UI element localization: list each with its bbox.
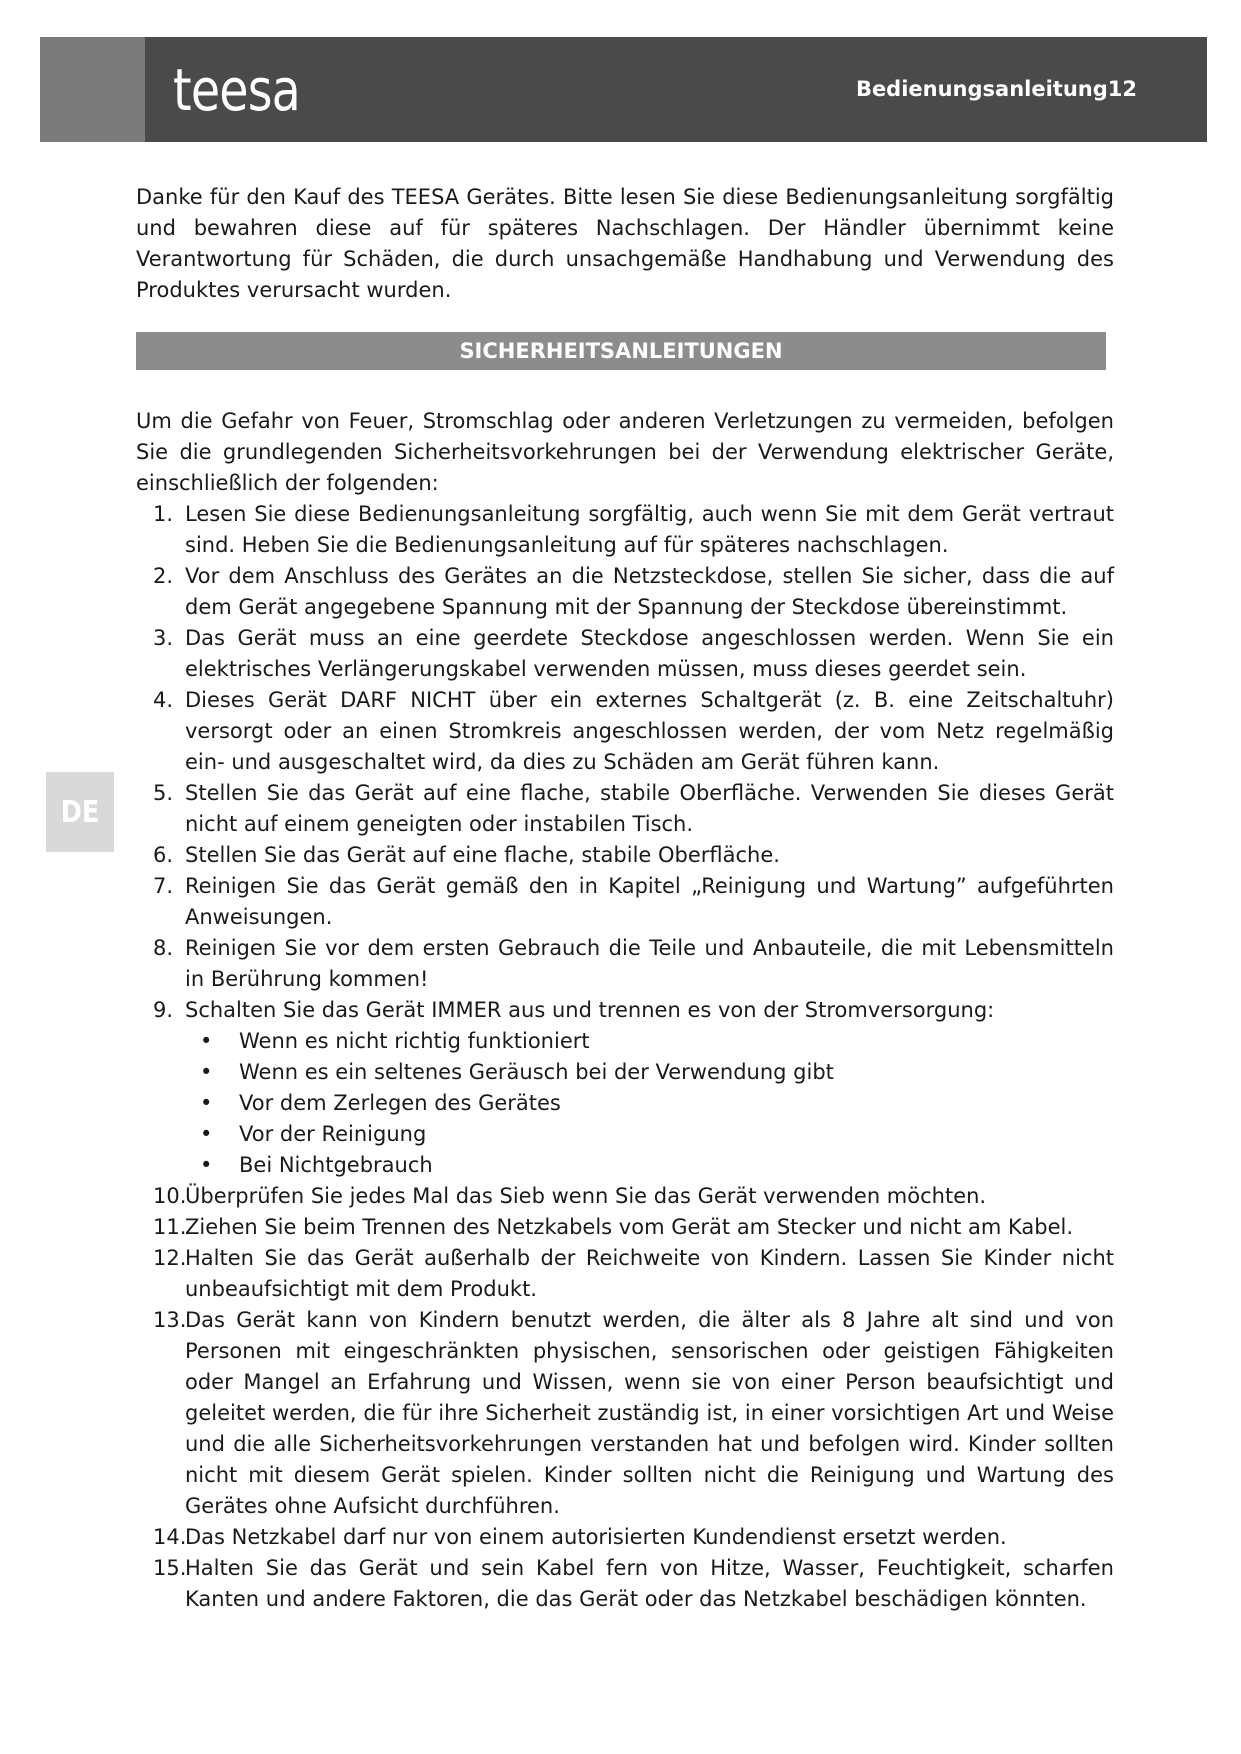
item-number: 3. (153, 626, 174, 650)
intro-paragraph: Danke für den Kauf des TEESA Gerätes. Bitte lesen Sie diese Bedienungsanleitung sorgfältig und bewahren diese auf für späteres Nachschlagen. Der Händler übernimmt keine Verantwortung für Schäden, die durch unsachgemäße Handhabung und Verwendung des Produktes verursacht wurden. (136, 185, 1114, 302)
item-text: Das Netzkabel darf nur von einem autorisierten Kundendienst ersetzt werden. (185, 1525, 1007, 1549)
bullet-marker: • (200, 1122, 213, 1146)
safety-instructions-list (136, 499, 1114, 1026)
bullet-item (136, 1088, 1114, 1119)
list-item (136, 623, 1114, 685)
item-text: Reinigen Sie vor dem ersten Gebrauch die Teile und Anbauteile, die mit Lebensmitteln in Berührung kommen! (185, 936, 1114, 991)
list-item (136, 995, 1114, 1026)
manual-title: Bedienungsanleitung12 (855, 77, 1137, 101)
item-number: 14. (153, 1525, 187, 1549)
item-number: 7. (153, 874, 174, 898)
bullet-marker: • (200, 1060, 213, 1084)
item-text: Lesen Sie diese Bedienungsanleitung sorgfältig, auch wenn Sie mit dem Gerät vertraut sind. Heben Sie die Bedienungsanleitung auf für späteres nachschlagen. (185, 502, 1114, 557)
item-number: 10. (153, 1184, 187, 1208)
bullet-text: Bei Nichtgebrauch (239, 1153, 433, 1177)
list-item (136, 871, 1114, 933)
safety-instructions-list-continued (136, 1181, 1114, 1615)
list-item (136, 840, 1114, 871)
section-heading: SICHERHEITSANLEITUNGEN (136, 332, 1106, 370)
item-number: 4. (153, 688, 174, 712)
item-text: Halten Sie das Gerät außerhalb der Reichweite von Kindern. Lassen Sie Kinder nicht unbeaufsichtigt mit dem Produkt. (185, 1246, 1114, 1301)
bullet-text: Vor dem Zerlegen des Gerätes (239, 1091, 561, 1115)
bullet-item (136, 1026, 1114, 1057)
list-item (136, 1522, 1114, 1553)
item-text: Halten Sie das Gerät und sein Kabel fern von Hitze, Wasser, Feuchtigkeit, scharfen Kanten und andere Faktoren, die das Gerät oder das Netzkabel beschädigen könnten. (185, 1556, 1114, 1611)
item-number: 8. (153, 936, 174, 960)
list-item (136, 1305, 1114, 1522)
item-text: Schalten Sie das Gerät IMMER aus und trennen es von der Stromversorgung: (185, 998, 995, 1022)
language-tab: DE (46, 772, 114, 852)
list-item (136, 1243, 1114, 1305)
item-text: Stellen Sie das Gerät auf eine flache, stabile Oberfläche. Verwenden Sie dieses Gerät nicht auf einem geneigten oder instabilen Tisch. (185, 781, 1114, 836)
bullet-item (136, 1119, 1114, 1150)
item-text: Ziehen Sie beim Trennen des Netzkabels vom Gerät am Stecker und nicht am Kabel. (185, 1215, 1074, 1239)
bullet-text: Vor der Reinigung (239, 1122, 427, 1146)
list-item (136, 499, 1114, 561)
bullet-item (136, 1057, 1114, 1088)
bullet-marker: • (200, 1153, 213, 1177)
power-off-conditions-list (136, 1026, 1114, 1181)
item-number: 2. (153, 564, 174, 588)
item-number: 5. (153, 781, 174, 805)
header-accent-block (40, 37, 145, 142)
list-item (136, 933, 1114, 995)
item-text: Das Gerät kann von Kindern benutzt werden, die älter als 8 Jahre alt sind und von Personen mit eingeschränkten physischen, sensorischen oder geistigen Fähigkeiten oder Mangel an Erfahrung und Wissen, wenn sie von einer Person beaufsichtigt und geleitet werden, die für ihre Sicherheit zuständig ist, in einer vorsichtigen Art und Weise und die alle Sicherheitsvorkehrungen verstanden hat und befolgen wird. Kinder sollten nicht mit diesem Gerät spielen. Kinder sollten nicht die Reinigung und Wartung des Gerätes ohne Aufsicht durchführen. (185, 1308, 1114, 1518)
item-text: Vor dem Anschluss des Gerätes an die Netzsteckdose, stellen Sie sicher, dass die auf dem Gerät angegebene Spannung mit der Spannung der Steckdose übereinstimmt. (185, 564, 1114, 619)
page-header (40, 37, 1207, 142)
page-content (136, 182, 1114, 1615)
item-number: 15. (153, 1556, 187, 1580)
item-text: Überprüfen Sie jedes Mal das Sieb wenn Sie das Gerät verwenden möchten. (185, 1184, 987, 1208)
item-number: 12. (153, 1246, 187, 1270)
bullet-item (136, 1150, 1114, 1181)
item-text: Stellen Sie das Gerät auf eine flache, stabile Oberfläche. (185, 843, 780, 867)
list-item (136, 778, 1114, 840)
list-item (136, 1553, 1114, 1615)
list-item (136, 561, 1114, 623)
item-number: 11. (153, 1215, 187, 1239)
item-number: 13. (153, 1308, 187, 1332)
bullet-marker: • (200, 1029, 213, 1053)
item-text: Reinigen Sie das Gerät gemäß den in Kapitel „Reinigung und Wartung” aufgeführten Anweisungen. (185, 874, 1114, 929)
item-number: 6. (153, 843, 174, 867)
bullet-text: Wenn es ein seltenes Geräusch bei der Verwendung gibt (239, 1060, 834, 1084)
item-number: 9. (153, 998, 174, 1022)
item-text: Dieses Gerät DARF NICHT über ein externes Schaltgerät (z. B. eine Zeitschaltuhr) versorgt oder an einen Stromkreis angeschlossen werden, der vom Netz regelmäßig ein- und ausgeschaltet wird, da dies zu Schäden am Gerät führen kann. (185, 688, 1114, 774)
list-item (136, 1212, 1114, 1243)
list-item (136, 1181, 1114, 1212)
item-number: 1. (153, 502, 174, 526)
safety-lead-paragraph: Um die Gefahr von Feuer, Stromschlag oder anderen Verletzungen zu vermeiden, befolgen Sie die grundlegenden Sicherheitsvorkehrungen bei der Verwendung elektrischer Geräte, einschließlich der folgenden: (136, 409, 1114, 495)
bullet-text: Wenn es nicht richtig funktioniert (239, 1029, 590, 1053)
list-item (136, 685, 1114, 778)
teesa-logo: teesa (173, 56, 300, 124)
bullet-marker: • (200, 1091, 213, 1115)
item-text: Das Gerät muss an eine geerdete Steckdose angeschlossen werden. Wenn Sie ein elektrisches Verlängerungskabel verwenden müssen, muss dieses geerdet sein. (185, 626, 1114, 681)
